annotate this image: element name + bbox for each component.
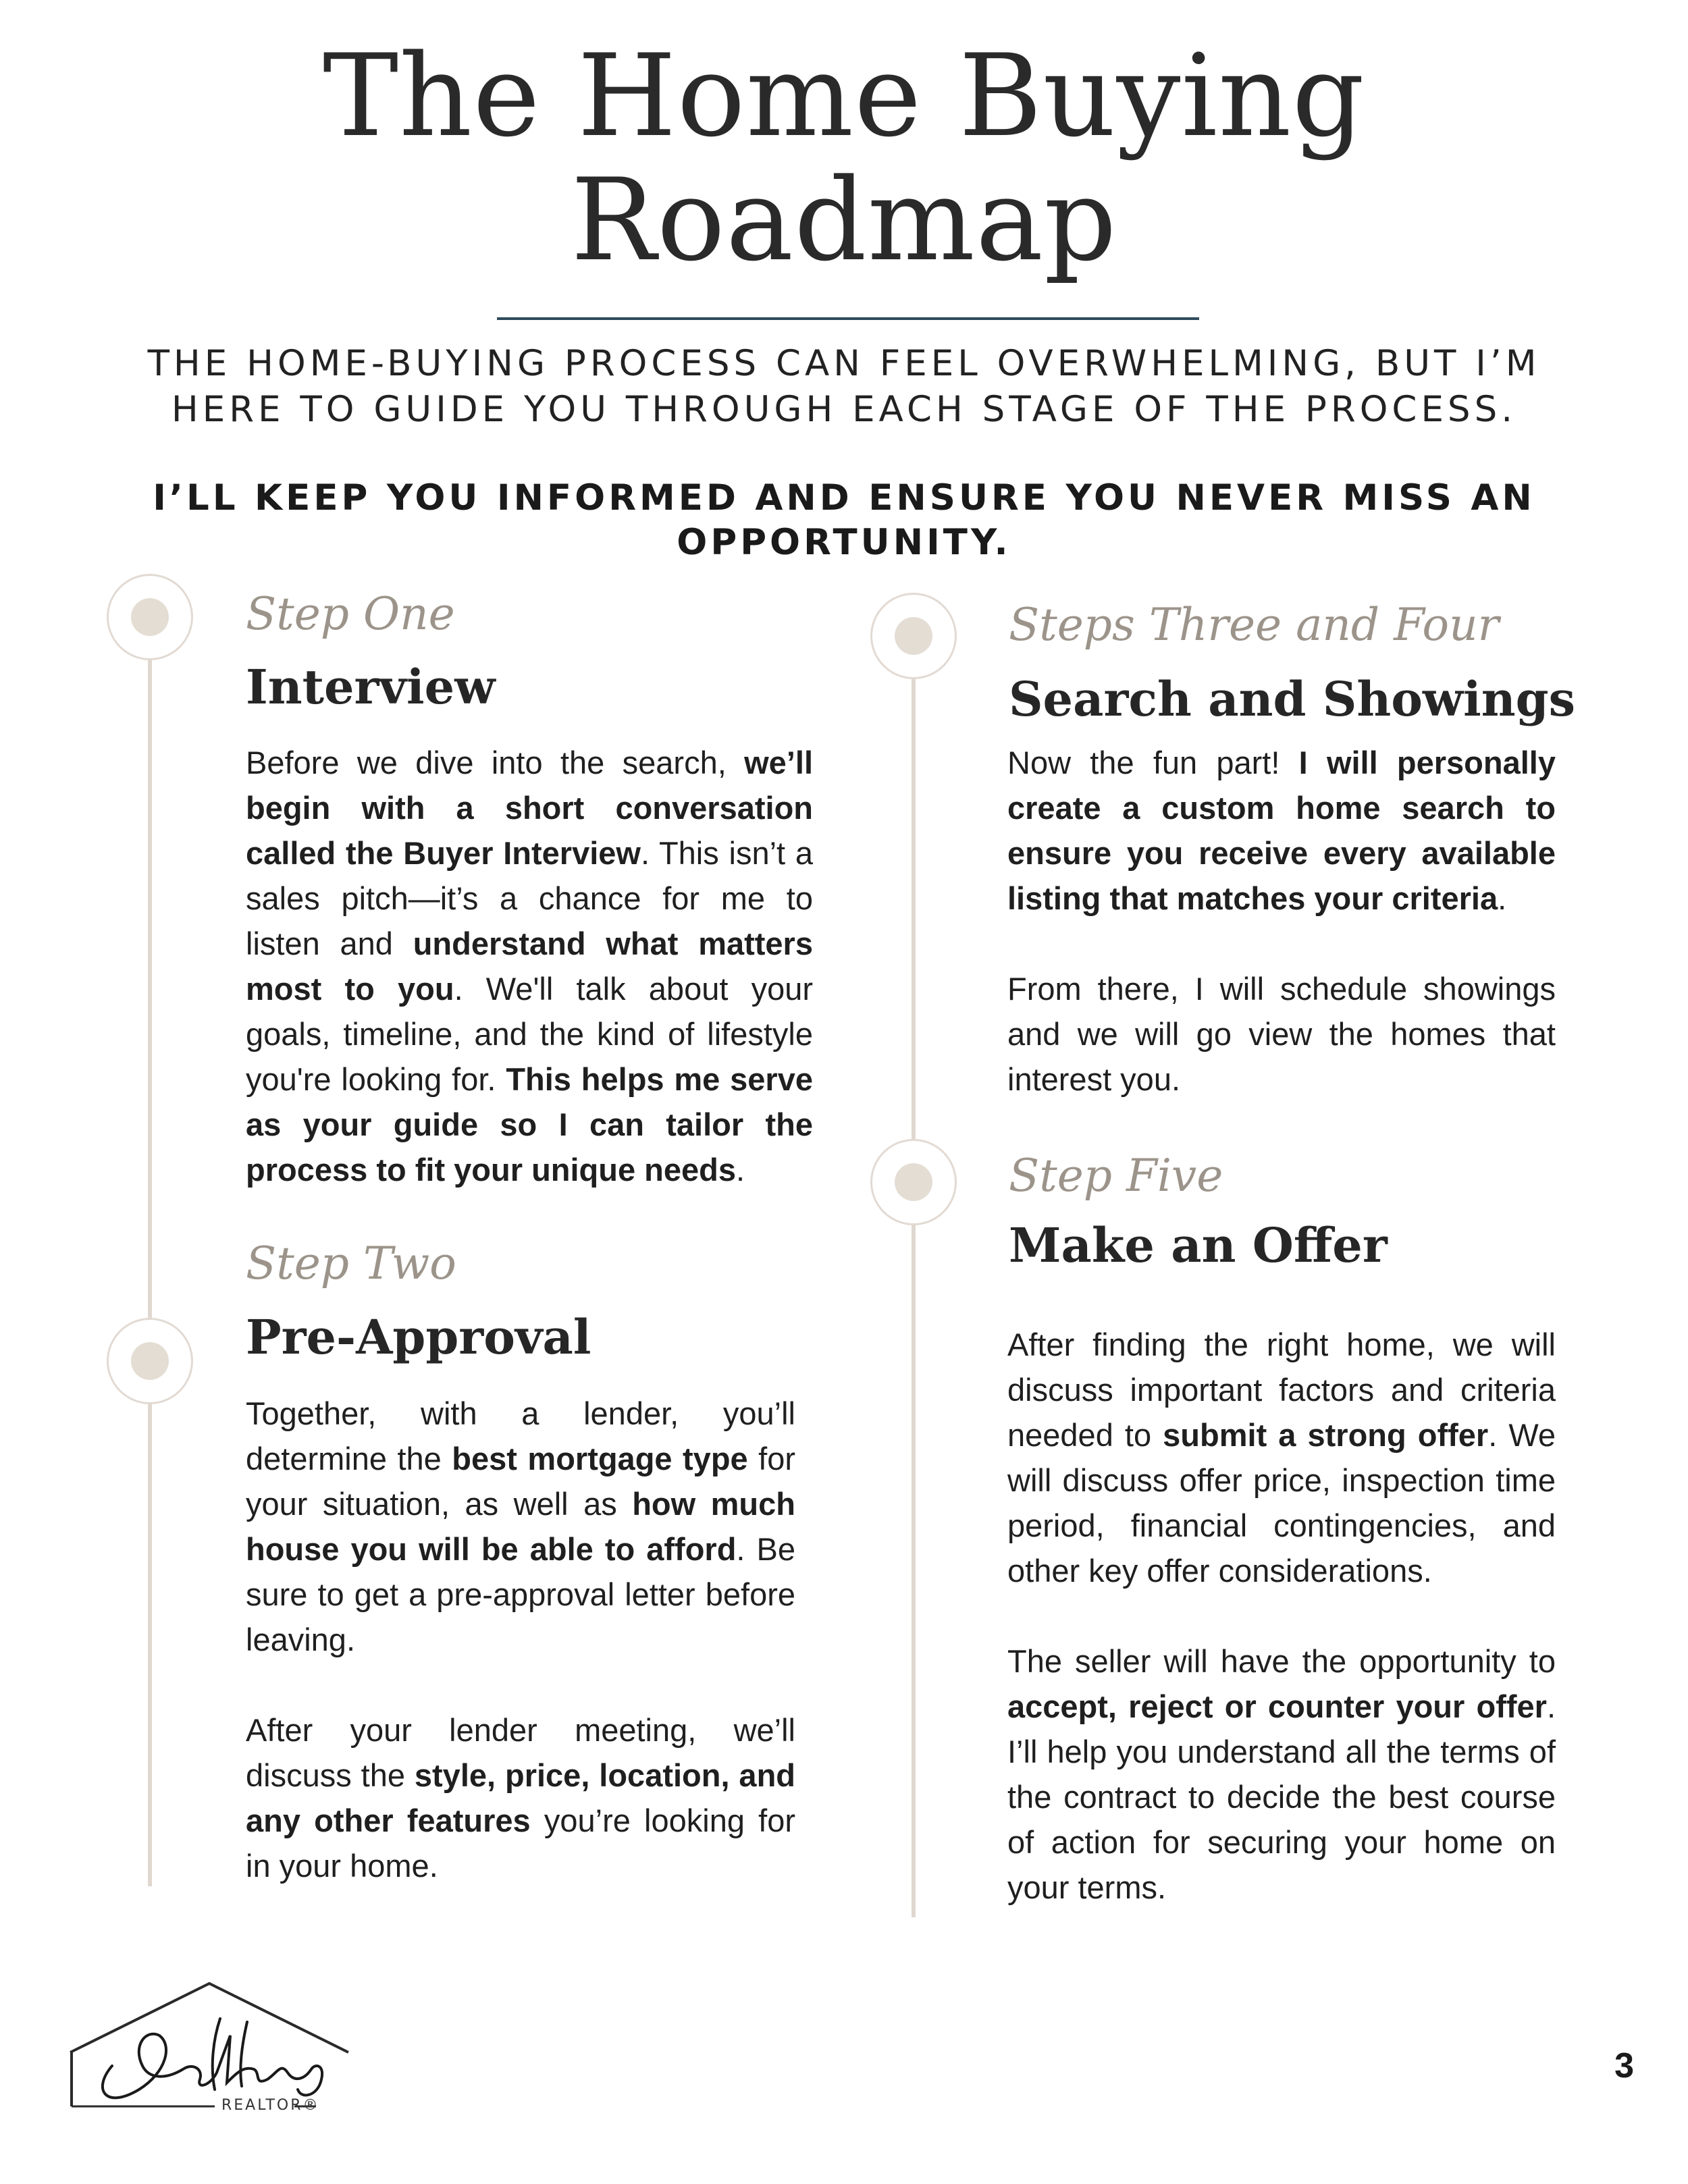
intro-subtitle-line-1: THE HOME-BUYING PROCESS CAN FEEL OVERWHELMING, BUT I’M bbox=[147, 343, 1541, 384]
intro-tagline-line-1: I’LL KEEP YOU INFORMED AND ENSURE YOU NEVER MISS AN bbox=[153, 477, 1535, 518]
timeline-dot-icon bbox=[131, 598, 169, 636]
title-divider bbox=[497, 317, 1199, 320]
steps-three-four-heading: Search and Showings bbox=[1009, 671, 1576, 727]
timeline-dot-icon bbox=[895, 617, 932, 655]
right-timeline-line bbox=[912, 635, 916, 1917]
realtor-logo bbox=[65, 1971, 355, 2120]
steps-three-four-paragraph-2: From there, I will schedule showings and we will go view the homes that interest you. bbox=[1007, 971, 1556, 1097]
step-five-body bbox=[1007, 1322, 1556, 1910]
step-two-label: Step Two bbox=[246, 1237, 456, 1289]
step-one-body bbox=[246, 740, 813, 1192]
page-title-line-1: The Home Buying bbox=[323, 30, 1365, 162]
step-one-label: Step One bbox=[246, 588, 455, 640]
timeline-node-step-one bbox=[107, 574, 193, 660]
timeline-node-step-five bbox=[870, 1139, 957, 1225]
step-two-paragraph-2: After your lender meeting, we’ll discuss the style, price, location, and any other features you’re looking for in your home. bbox=[246, 1712, 795, 1884]
logo-realtor-caption: REALTOR® bbox=[221, 2097, 320, 2114]
step-one-paragraph: Before we dive into the search, we’ll begin with a short conversation called the Buyer Interview. This isn’t a sales pitch—it’s a chance for me to listen and understand what matters most to you. We'll talk about your goals, timeline, and the kind of lifestyle you're looking for. This helps me serve as your guide so I can tailor the process to fit your unique needs. bbox=[246, 745, 814, 1188]
step-five-paragraph-1: After finding the right home, we will discuss important factors and criteria needed to submit a strong offer. We will discuss offer price, inspection time period, financial contingencies, and other key offer considerations. bbox=[1007, 1327, 1556, 1589]
page-title bbox=[0, 30, 1688, 286]
step-five-label: Step Five bbox=[1009, 1150, 1223, 1202]
step-two-heading: Pre-Approval bbox=[246, 1309, 591, 1365]
step-one-heading: Interview bbox=[246, 659, 496, 715]
intro-subtitle-line-2: HERE TO GUIDE YOU THROUGH EACH STAGE OF THE PROCESS. bbox=[171, 389, 1517, 430]
step-five-heading: Make an Offer bbox=[1009, 1217, 1388, 1273]
step-five-paragraph-2: The seller will have the opportunity to accept, reject or counter your offer. I’ll help you understand all the terms of the contract to decide the best course of action for securing your home on your terms. bbox=[1007, 1643, 1556, 1905]
timeline-dot-icon bbox=[131, 1342, 169, 1380]
left-timeline-line bbox=[148, 617, 152, 1886]
steps-three-four-label: Steps Three and Four bbox=[1009, 599, 1500, 651]
intro-tagline-line-2: OPPORTUNITY. bbox=[677, 522, 1011, 563]
timeline-node-steps-three-four bbox=[870, 593, 957, 679]
step-two-paragraph-1: Together, with a lender, you’ll determine the best mortgage type for your situation, as well as how much house you will be able to afford. Be sure to get a pre-approval letter before leaving. bbox=[246, 1395, 796, 1657]
timeline-dot-icon bbox=[895, 1163, 932, 1201]
step-two-body bbox=[246, 1391, 795, 1888]
steps-three-four-body bbox=[1007, 740, 1556, 1102]
intro-subtitle bbox=[101, 341, 1587, 433]
page-number: 3 bbox=[1614, 2046, 1634, 2085]
timeline-node-step-two bbox=[107, 1318, 193, 1404]
page-title-line-2: Roadmap bbox=[571, 154, 1117, 286]
steps-three-four-paragraph-1: Now the fun part! I will personally create a custom home search to ensure you receive every available listing that matches your criteria. bbox=[1007, 745, 1556, 916]
intro-tagline bbox=[101, 476, 1587, 565]
